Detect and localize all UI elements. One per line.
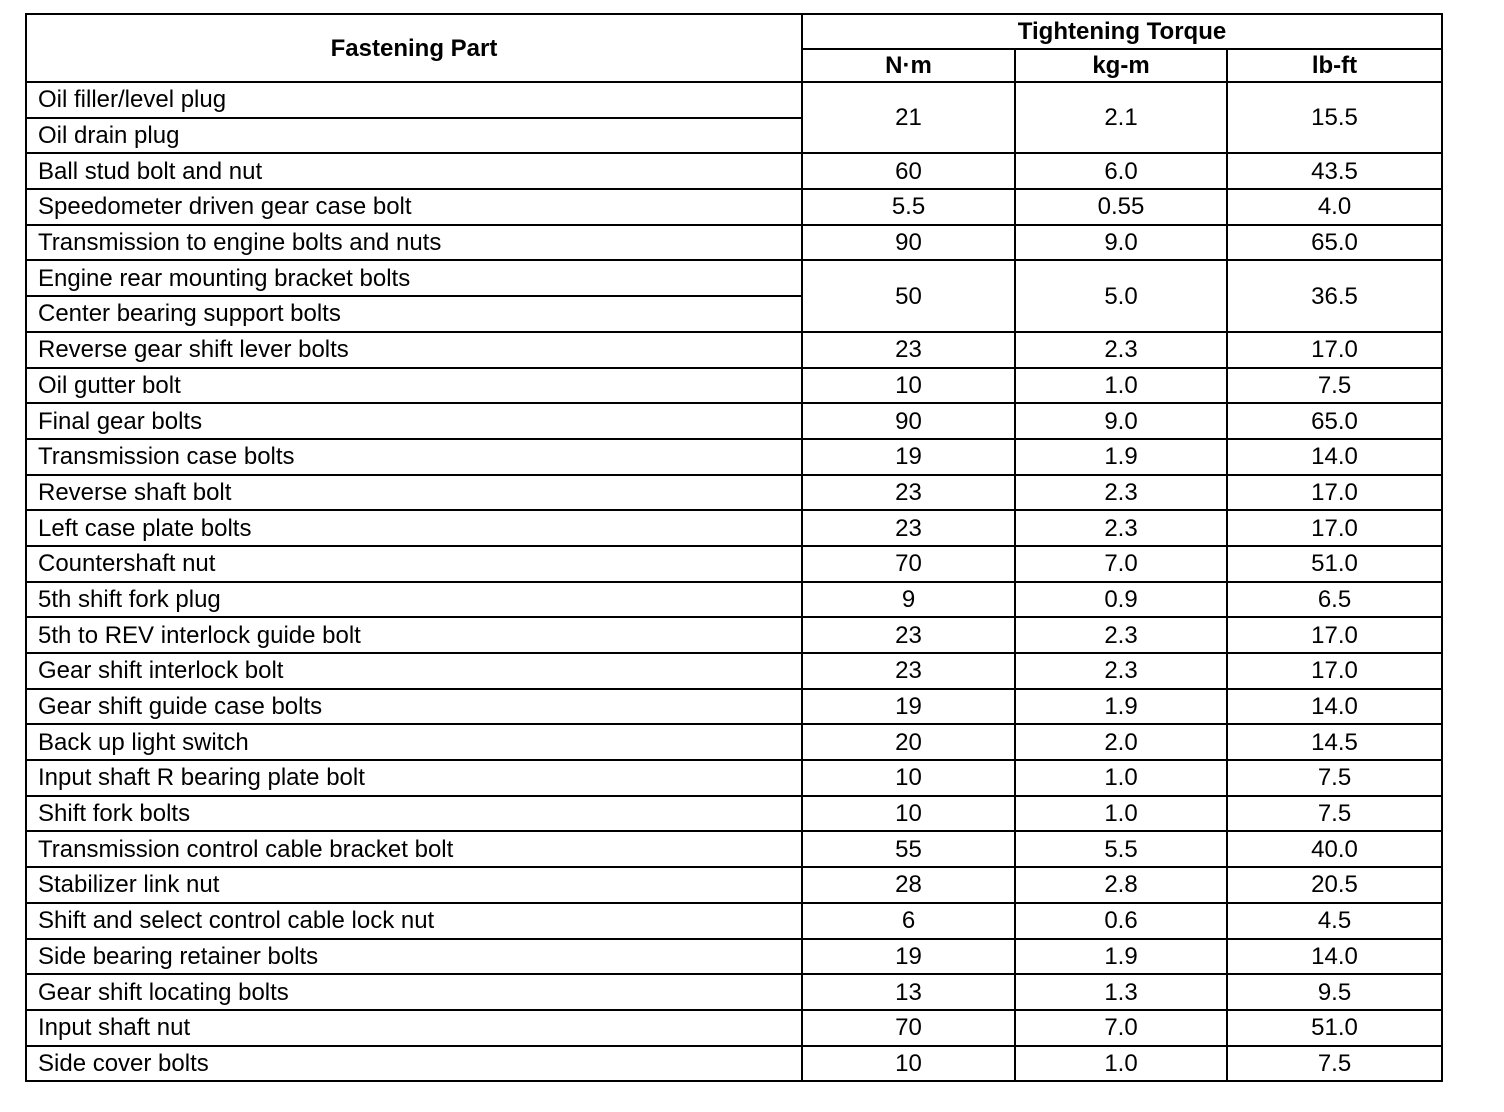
torque-kgm-cell: 6.0: [1015, 153, 1227, 189]
fastening-part-cell: Transmission to engine bolts and nuts: [26, 225, 802, 261]
table-body: [26, 82, 1442, 1081]
torque-kgm-cell: 1.3: [1015, 974, 1227, 1010]
fastening-part-cell: Shift fork bolts: [26, 796, 802, 832]
fastening-part-cell: Back up light switch: [26, 724, 802, 760]
fastening-part-cell: Stabilizer link nut: [26, 867, 802, 903]
torque-nm-cell: 60: [802, 153, 1015, 189]
fastening-part-cell: Countershaft nut: [26, 546, 802, 582]
fastening-part-cell: 5th shift fork plug: [26, 582, 802, 618]
torque-lbft-cell: 14.0: [1227, 439, 1442, 475]
torque-kgm-cell: 1.0: [1015, 760, 1227, 796]
torque-lbft-cell: 51.0: [1227, 1010, 1442, 1046]
torque-lbft-cell: 20.5: [1227, 867, 1442, 903]
torque-lbft-cell: 40.0: [1227, 831, 1442, 867]
table-row: [26, 689, 1442, 725]
table-row: [26, 546, 1442, 582]
torque-lbft-cell: 4.5: [1227, 903, 1442, 939]
torque-kgm-cell: 2.3: [1015, 617, 1227, 653]
torque-kgm-cell: 2.1: [1015, 82, 1227, 153]
torque-nm-cell: 70: [802, 546, 1015, 582]
torque-kgm-cell: 5.0: [1015, 260, 1227, 331]
table-row: [26, 653, 1442, 689]
torque-nm-cell: 90: [802, 403, 1015, 439]
torque-nm-cell: 21: [802, 82, 1015, 153]
table-row: [26, 403, 1442, 439]
torque-nm-cell: 28: [802, 867, 1015, 903]
torque-kgm-cell: 2.3: [1015, 510, 1227, 546]
torque-kgm-cell: 2.3: [1015, 332, 1227, 368]
torque-nm-cell: 70: [802, 1010, 1015, 1046]
torque-lbft-cell: 15.5: [1227, 82, 1442, 153]
torque-lbft-cell: 14.5: [1227, 724, 1442, 760]
table-row: [26, 939, 1442, 975]
table-row: [26, 831, 1442, 867]
fastening-part-cell: Side bearing retainer bolts: [26, 939, 802, 975]
torque-nm-cell: 50: [802, 260, 1015, 331]
torque-lbft-cell: 17.0: [1227, 653, 1442, 689]
torque-kgm-cell: 7.0: [1015, 546, 1227, 582]
table-row: [26, 82, 1442, 118]
torque-nm-cell: 6: [802, 903, 1015, 939]
table-row: [26, 332, 1442, 368]
fastening-part-cell: Gear shift interlock bolt: [26, 653, 802, 689]
table-row: [26, 368, 1442, 404]
table-row: [26, 510, 1442, 546]
torque-kgm-cell: 1.9: [1015, 439, 1227, 475]
fastening-part-cell: Oil drain plug: [26, 118, 802, 154]
table-row: [26, 475, 1442, 511]
torque-lbft-cell: 17.0: [1227, 617, 1442, 653]
torque-nm-cell: 23: [802, 475, 1015, 511]
torque-nm-cell: 20: [802, 724, 1015, 760]
torque-nm-cell: 19: [802, 939, 1015, 975]
fastening-part-cell: Transmission case bolts: [26, 439, 802, 475]
fastening-part-cell: Gear shift guide case bolts: [26, 689, 802, 725]
torque-nm-cell: 10: [802, 796, 1015, 832]
torque-lbft-cell: 51.0: [1227, 546, 1442, 582]
torque-kgm-cell: 2.3: [1015, 475, 1227, 511]
table-row: [26, 225, 1442, 261]
torque-kgm-cell: 1.9: [1015, 939, 1227, 975]
table-header: [26, 14, 1442, 82]
torque-kgm-cell: 1.0: [1015, 796, 1227, 832]
torque-kgm-cell: 9.0: [1015, 225, 1227, 261]
tightening-torque-header: Tightening Torque: [802, 14, 1442, 49]
fastening-part-cell: Transmission control cable bracket bolt: [26, 831, 802, 867]
table-row: [26, 796, 1442, 832]
table-row: [26, 1010, 1442, 1046]
torque-lbft-cell: 7.5: [1227, 1046, 1442, 1082]
torque-nm-cell: 13: [802, 974, 1015, 1010]
torque-nm-cell: 23: [802, 617, 1015, 653]
torque-kgm-cell: 0.9: [1015, 582, 1227, 618]
fastening-part-cell: Speedometer driven gear case bolt: [26, 189, 802, 225]
fastening-part-cell: Reverse gear shift lever bolts: [26, 332, 802, 368]
table-row: [26, 439, 1442, 475]
fastening-part-cell: Ball stud bolt and nut: [26, 153, 802, 189]
table-row: [26, 724, 1442, 760]
torque-kgm-cell: 2.8: [1015, 867, 1227, 903]
torque-nm-cell: 23: [802, 653, 1015, 689]
torque-kgm-cell: 2.0: [1015, 724, 1227, 760]
torque-lbft-cell: 36.5: [1227, 260, 1442, 331]
torque-nm-cell: 23: [802, 332, 1015, 368]
torque-nm-cell: 10: [802, 760, 1015, 796]
torque-lbft-cell: 17.0: [1227, 475, 1442, 511]
torque-kgm-cell: 5.5: [1015, 831, 1227, 867]
fastening-part-cell: Input shaft nut: [26, 1010, 802, 1046]
torque-nm-cell: 10: [802, 1046, 1015, 1082]
torque-kgm-cell: 1.0: [1015, 368, 1227, 404]
table-row: [26, 153, 1442, 189]
torque-lbft-cell: 4.0: [1227, 189, 1442, 225]
fastening-part-cell: Input shaft R bearing plate bolt: [26, 760, 802, 796]
table-row: [26, 974, 1442, 1010]
torque-kgm-cell: 2.3: [1015, 653, 1227, 689]
torque-nm-cell: 19: [802, 689, 1015, 725]
table-row: [26, 189, 1442, 225]
torque-kgm-cell: 0.6: [1015, 903, 1227, 939]
torque-kgm-cell: 7.0: [1015, 1010, 1227, 1046]
torque-lbft-cell: 43.5: [1227, 153, 1442, 189]
fastening-part-cell: Side cover bolts: [26, 1046, 802, 1082]
torque-lbft-cell: 7.5: [1227, 796, 1442, 832]
torque-lbft-cell: 9.5: [1227, 974, 1442, 1010]
torque-nm-cell: 9: [802, 582, 1015, 618]
torque-lbft-cell: 7.5: [1227, 760, 1442, 796]
fastening-part-cell: Engine rear mounting bracket bolts: [26, 260, 802, 296]
torque-nm-cell: 55: [802, 831, 1015, 867]
unit-header-kgm: kg-m: [1015, 49, 1227, 82]
unit-header-lbft: lb-ft: [1227, 49, 1442, 82]
torque-lbft-cell: 14.0: [1227, 939, 1442, 975]
fastening-part-cell: Left case plate bolts: [26, 510, 802, 546]
fastening-part-cell: Oil filler/level plug: [26, 82, 802, 118]
torque-table: [25, 13, 1443, 1082]
torque-kgm-cell: 9.0: [1015, 403, 1227, 439]
fastening-part-cell: Gear shift locating bolts: [26, 974, 802, 1010]
unit-header-nm: N·m: [802, 49, 1015, 82]
fastening-part-header: Fastening Part: [26, 14, 802, 82]
fastening-part-cell: 5th to REV interlock guide bolt: [26, 617, 802, 653]
torque-nm-cell: 23: [802, 510, 1015, 546]
torque-lbft-cell: 6.5: [1227, 582, 1442, 618]
torque-kgm-cell: 1.0: [1015, 1046, 1227, 1082]
torque-lbft-cell: 65.0: [1227, 403, 1442, 439]
table-row: [26, 1046, 1442, 1082]
torque-kgm-cell: 0.55: [1015, 189, 1227, 225]
torque-kgm-cell: 1.9: [1015, 689, 1227, 725]
torque-nm-cell: 10: [802, 368, 1015, 404]
torque-nm-cell: 90: [802, 225, 1015, 261]
torque-lbft-cell: 17.0: [1227, 332, 1442, 368]
fastening-part-cell: Shift and select control cable lock nut: [26, 903, 802, 939]
torque-lbft-cell: 14.0: [1227, 689, 1442, 725]
torque-lbft-cell: 65.0: [1227, 225, 1442, 261]
torque-nm-cell: 5.5: [802, 189, 1015, 225]
table-row: [26, 903, 1442, 939]
torque-lbft-cell: 7.5: [1227, 368, 1442, 404]
table-row: [26, 617, 1442, 653]
table-row: [26, 760, 1442, 796]
fastening-part-cell: Center bearing support bolts: [26, 296, 802, 332]
fastening-part-cell: Oil gutter bolt: [26, 368, 802, 404]
torque-nm-cell: 19: [802, 439, 1015, 475]
table-row: [26, 867, 1442, 903]
table-row: [26, 582, 1442, 618]
fastening-part-cell: Reverse shaft bolt: [26, 475, 802, 511]
table-row: [26, 260, 1442, 296]
torque-lbft-cell: 17.0: [1227, 510, 1442, 546]
fastening-part-cell: Final gear bolts: [26, 403, 802, 439]
